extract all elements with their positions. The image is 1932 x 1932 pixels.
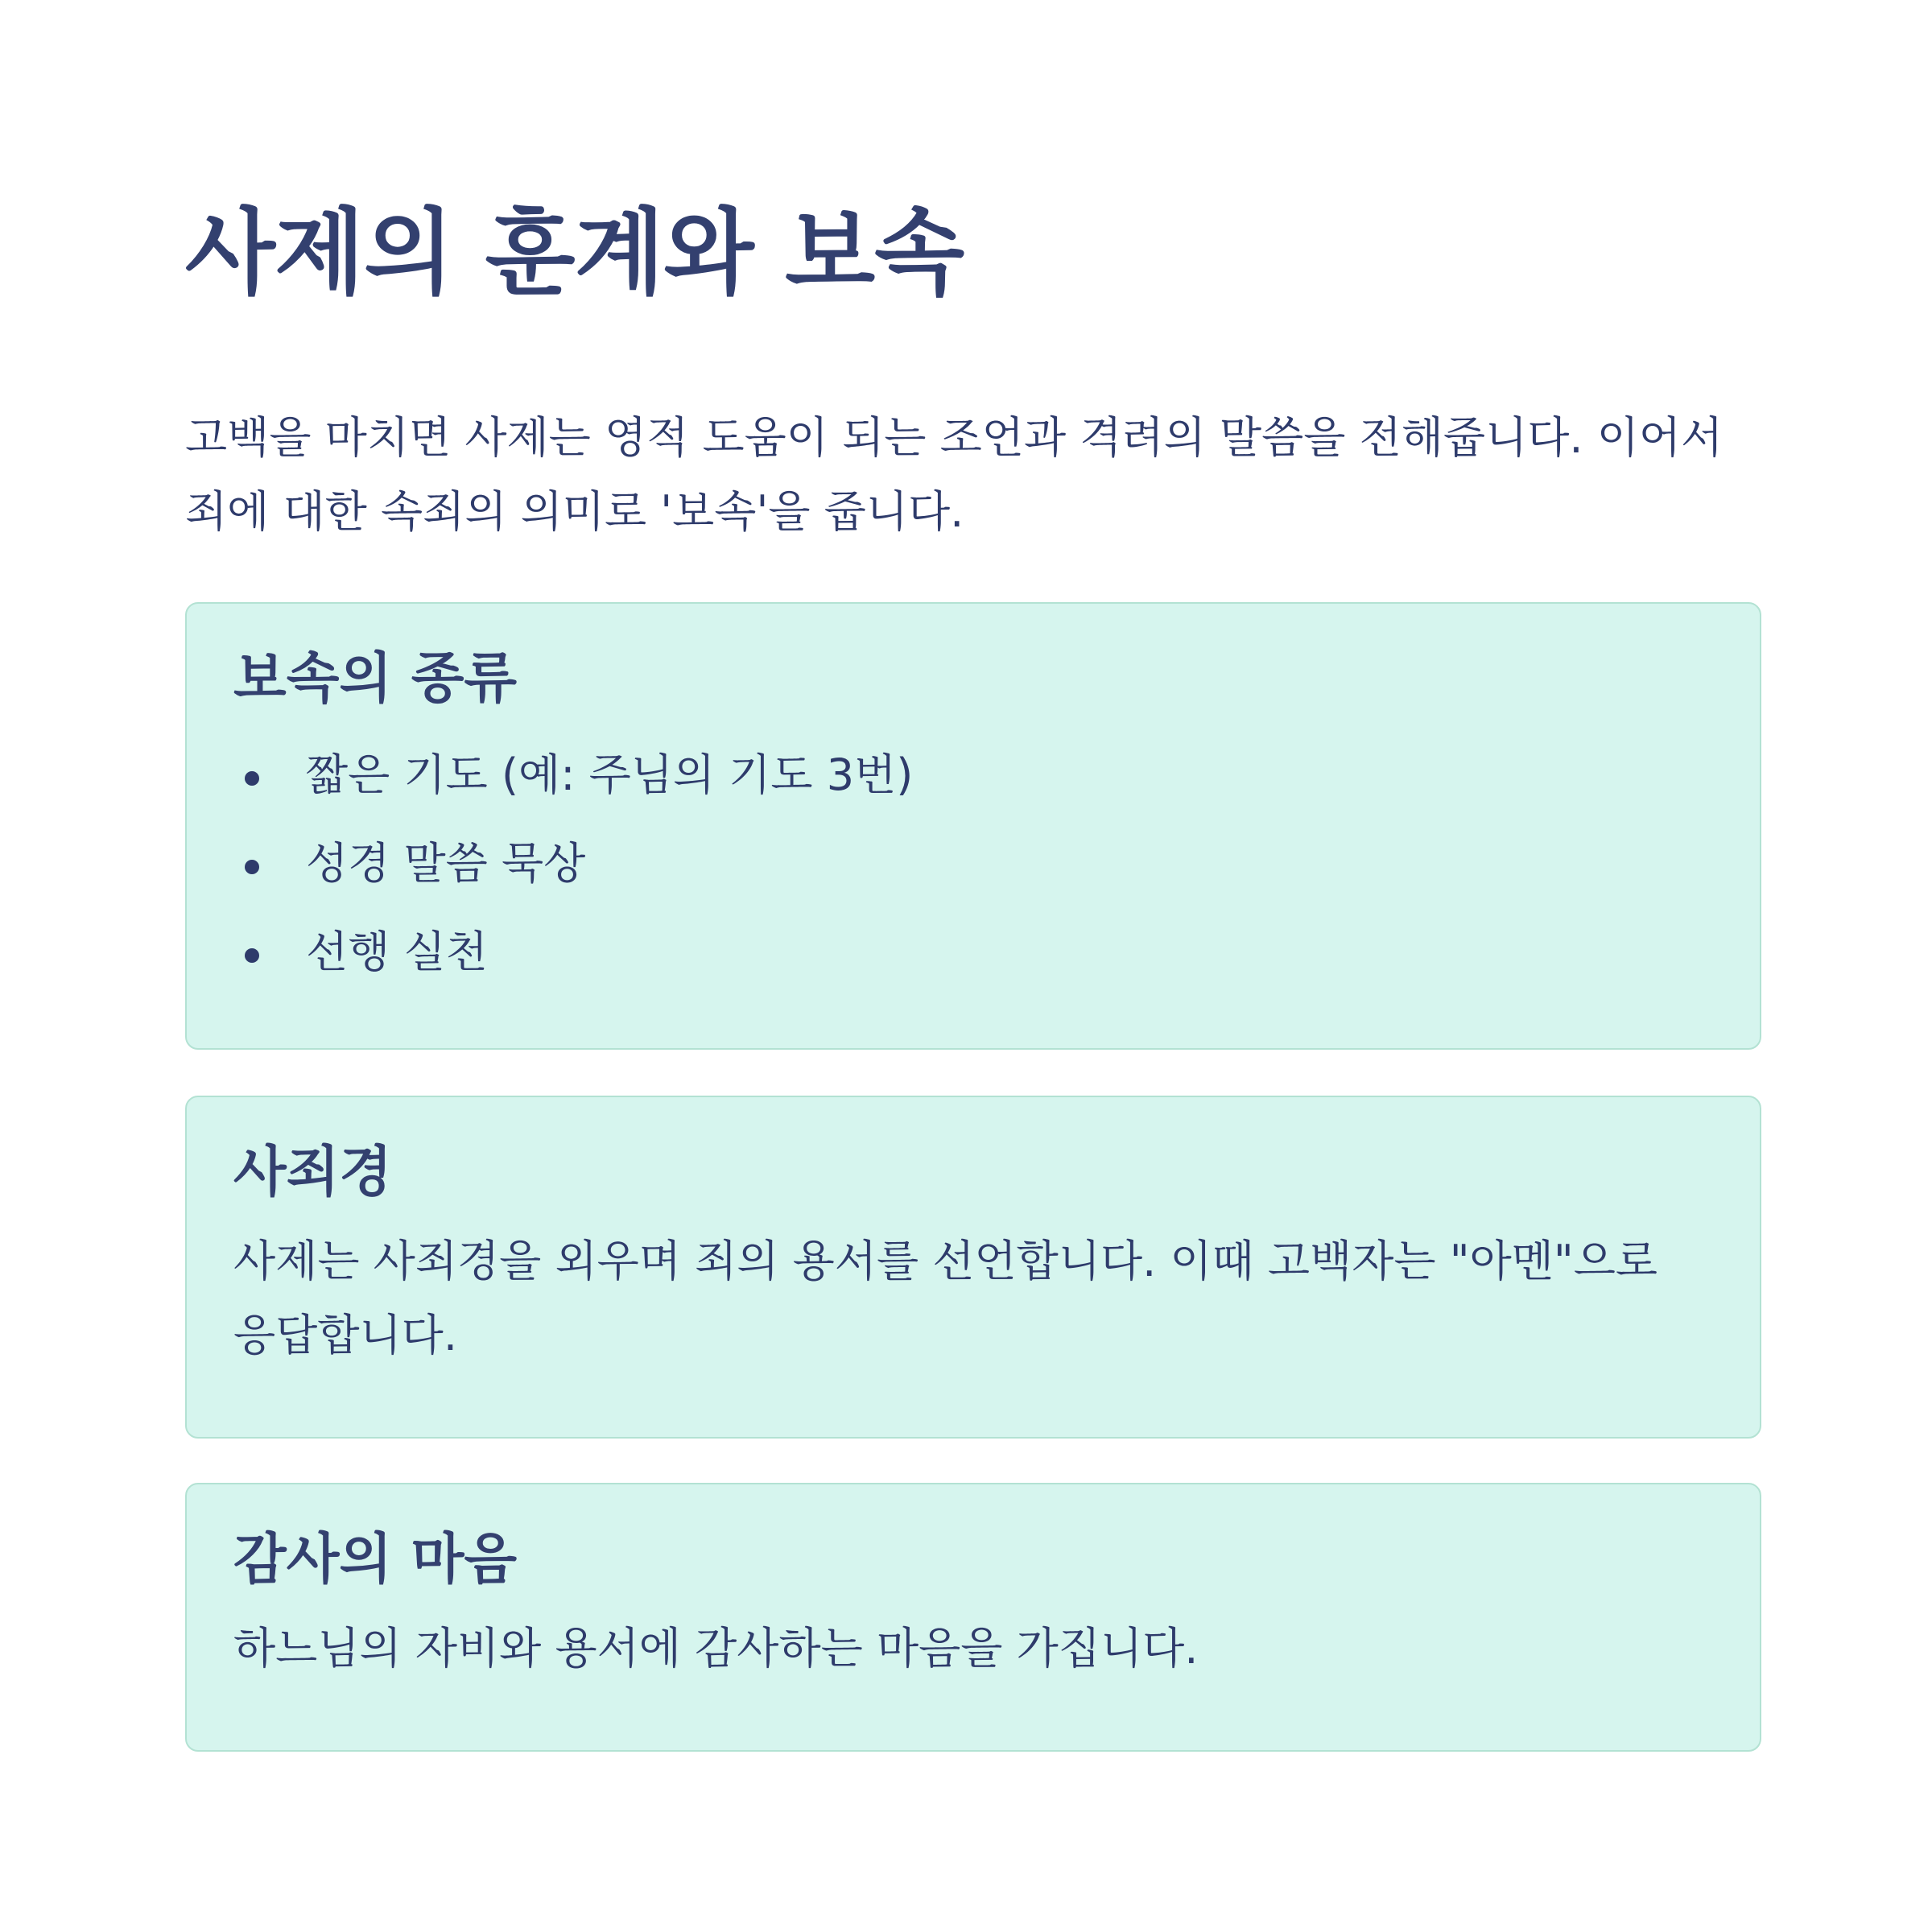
card-heading: 보속의 종류 xyxy=(233,647,518,711)
bullet-icon xyxy=(245,771,259,786)
bullet-icon xyxy=(245,860,259,874)
list-item-text: 짧은 기도 (예: 주님의 기도 3번) xyxy=(306,749,914,800)
card-heading: 사죄경 xyxy=(233,1141,393,1204)
card-penance-types xyxy=(185,602,1761,1050)
intro-paragraph: 고백을 마치면 사제는 영적 도움이 되는 조언과 격려의 말씀을 전해줍니다. 이어서 죄에 대한 속죄의 의미로 '보속'을 줍니다. xyxy=(185,412,1724,537)
list-item-text: 선행 실천 xyxy=(306,927,488,977)
list-item xyxy=(233,908,1713,997)
card-text: 사제는 사죄경을 외우며 죄의 용서를 선언합니다. 이때 고백자는 "아멘"으로 응답합니다. xyxy=(233,1236,1658,1360)
bullet-icon xyxy=(245,948,259,963)
page-title: 사제의 훈계와 보속 xyxy=(185,199,964,308)
list-item xyxy=(233,731,1713,819)
page-content xyxy=(185,193,1761,1674)
penance-list xyxy=(233,731,1713,997)
card-heading: 감사의 마음 xyxy=(233,1528,518,1591)
card-absolution xyxy=(185,1096,1761,1439)
list-item-text: 성경 말씀 묵상 xyxy=(306,838,586,889)
card-gratitude xyxy=(185,1483,1761,1752)
list-item xyxy=(233,819,1713,908)
card-text: 하느님의 자비와 용서에 감사하는 마음을 가집니다. xyxy=(233,1623,1199,1674)
